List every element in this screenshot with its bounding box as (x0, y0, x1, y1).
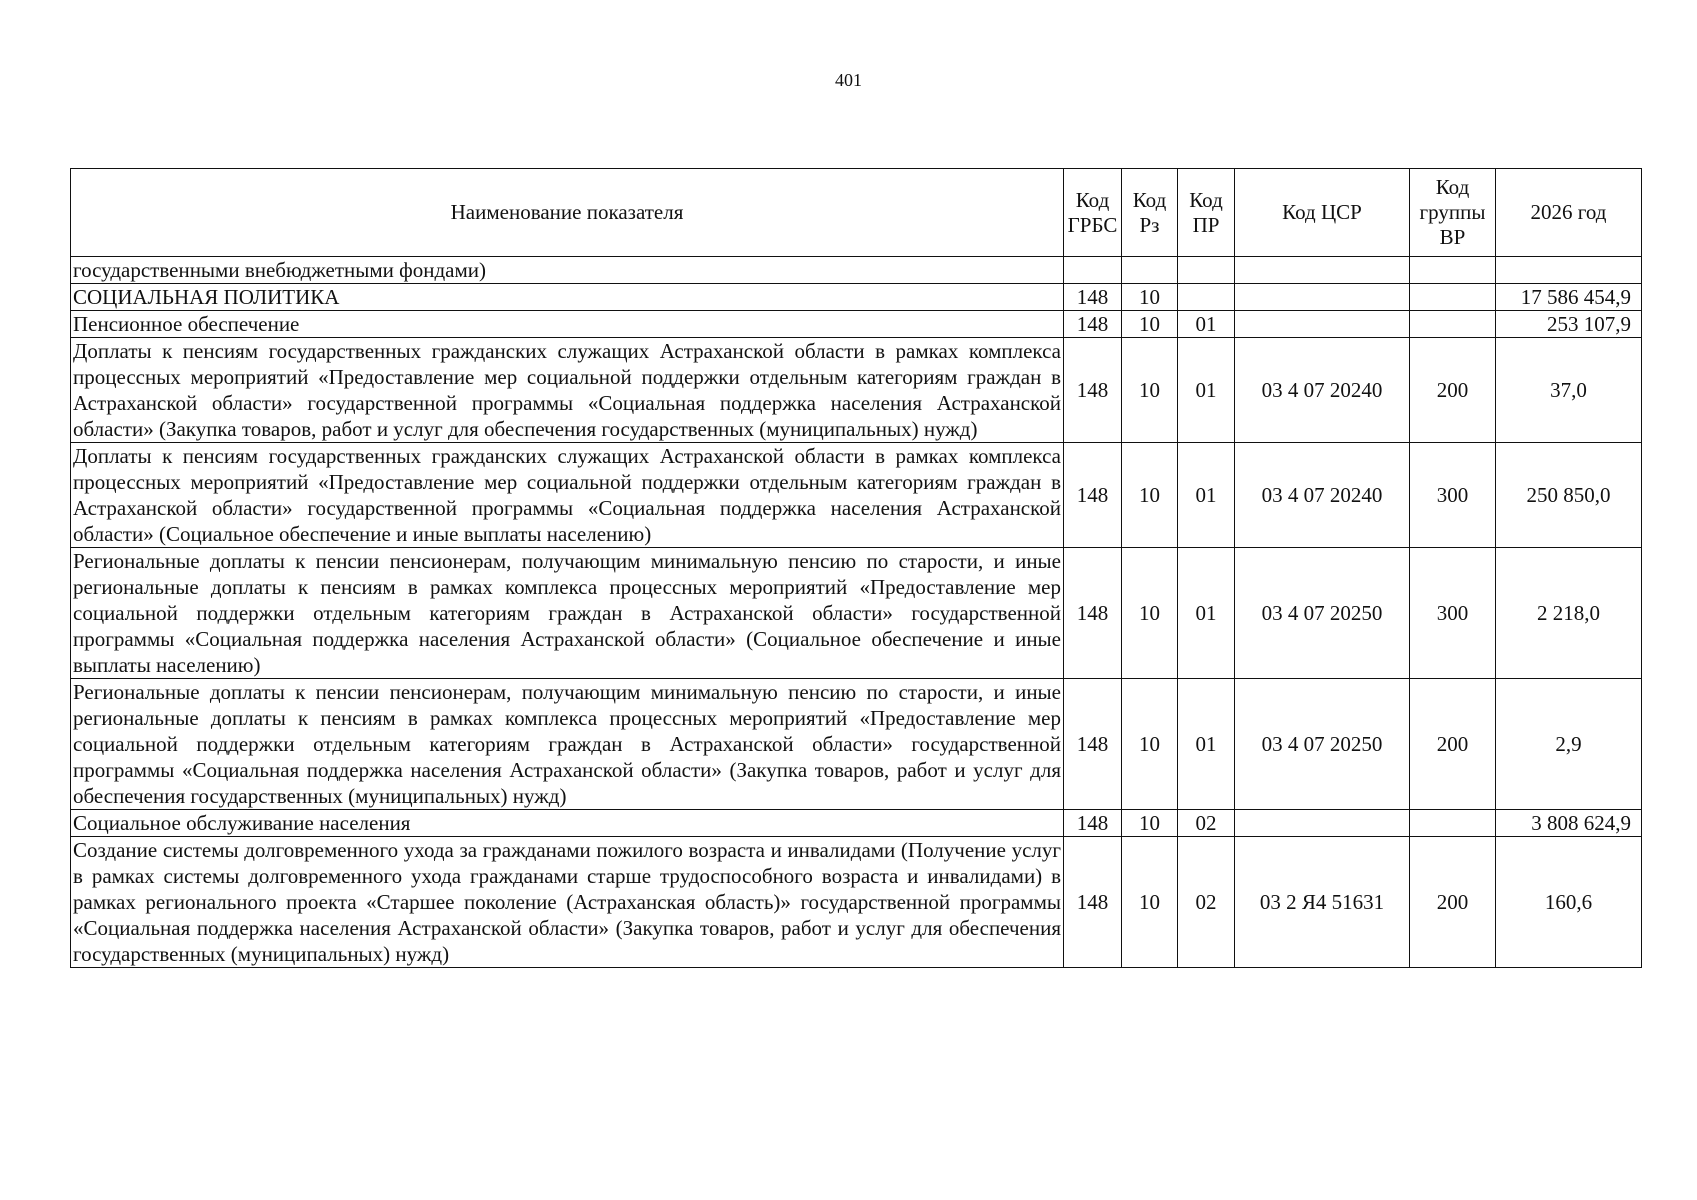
row-name: Региональные доплаты к пенсии пенсионерам, получающим минимальную пенсию по старости, и иные региональные доплаты к пенсиям в рамках комплекса процессных мероприятий «Предоставление мер социальной поддержки отдельным категориям граждан в Астраханской области» государственной программы «Социальная поддержка населения Астраханской области» (Социальное обеспечение и иные выплаты населению) (71, 548, 1064, 679)
row-csr: 03 2 Я4 51631 (1235, 837, 1410, 968)
row-amount: 160,6 (1496, 837, 1642, 968)
row-csr: 03 4 07 20250 (1235, 679, 1410, 810)
row-csr (1235, 284, 1410, 311)
row-csr: 03 4 07 20240 (1235, 443, 1410, 548)
table-row (71, 284, 1642, 311)
header-csr: Код ЦСР (1235, 169, 1410, 257)
row-rz: 10 (1122, 338, 1178, 443)
row-rz: 10 (1122, 810, 1178, 837)
row-pr (1178, 284, 1235, 311)
table-row (71, 443, 1642, 548)
row-amount: 3 808 624,9 (1496, 810, 1642, 837)
row-name: Региональные доплаты к пенсии пенсионерам, получающим минимальную пенсию по старости, и иные региональные доплаты к пенсиям в рамках комплекса процессных мероприятий «Предоставление мер социальной поддержки отдельным категориям граждан в Астраханской области» государственной программы «Социальная поддержка населения Астраханской области» (Закупка товаров, работ и услуг для обеспечения государственных (муниципальных) нужд) (71, 679, 1064, 810)
table-row (71, 679, 1642, 810)
header-rz: Код Рз (1122, 169, 1178, 257)
row-rz (1122, 257, 1178, 284)
row-grbs (1064, 257, 1122, 284)
row-grbs: 148 (1064, 548, 1122, 679)
row-name: Создание системы долговременного ухода за гражданами пожилого возраста и инвалидами (Получение услуг в рамках системы долговременного ухода гражданами старше трудоспособного возраста и инвалидами) в рамках регионального проекта «Старшее поколение (Астраханская область)» государственной программы «Социальная поддержка населения Астраханской области» (Закупка товаров, работ и услуг для обеспечения государственных (муниципальных) нужд) (71, 837, 1064, 968)
table-row (71, 338, 1642, 443)
row-vr (1410, 257, 1496, 284)
header-vr: Код группы ВР (1410, 169, 1496, 257)
row-vr: 300 (1410, 548, 1496, 679)
row-rz: 10 (1122, 548, 1178, 679)
header-year: 2026 год (1496, 169, 1642, 257)
row-rz: 10 (1122, 837, 1178, 968)
row-vr (1410, 810, 1496, 837)
row-vr: 200 (1410, 679, 1496, 810)
header-grbs: Код ГРБС (1064, 169, 1122, 257)
row-amount: 250 850,0 (1496, 443, 1642, 548)
row-grbs: 148 (1064, 837, 1122, 968)
table-header-row (71, 169, 1642, 257)
row-amount: 253 107,9 (1496, 311, 1642, 338)
row-name: государственными внебюджетными фондами) (71, 257, 1064, 284)
row-amount: 17 586 454,9 (1496, 284, 1642, 311)
row-grbs: 148 (1064, 284, 1122, 311)
table-row (71, 837, 1642, 968)
row-grbs: 148 (1064, 338, 1122, 443)
row-amount: 2,9 (1496, 679, 1642, 810)
row-amount: 37,0 (1496, 338, 1642, 443)
budget-table (70, 168, 1642, 968)
row-name: Доплаты к пенсиям государственных гражданских служащих Астраханской области в рамках комплекса процессных мероприятий «Предоставление мер социальной поддержки отдельным категориям граждан в Астраханской области» государственной программы «Социальная поддержка населения Астраханской области» (Социальное обеспечение и иные выплаты населению) (71, 443, 1064, 548)
row-amount: 2 218,0 (1496, 548, 1642, 679)
row-grbs: 148 (1064, 679, 1122, 810)
row-vr: 300 (1410, 443, 1496, 548)
row-name: Пенсионное обеспечение (71, 311, 1064, 338)
row-pr: 01 (1178, 311, 1235, 338)
row-name: СОЦИАЛЬНАЯ ПОЛИТИКА (71, 284, 1064, 311)
row-csr: 03 4 07 20250 (1235, 548, 1410, 679)
row-csr (1235, 257, 1410, 284)
row-csr: 03 4 07 20240 (1235, 338, 1410, 443)
row-csr (1235, 311, 1410, 338)
row-pr: 02 (1178, 837, 1235, 968)
row-pr: 01 (1178, 548, 1235, 679)
row-pr (1178, 257, 1235, 284)
row-vr: 200 (1410, 837, 1496, 968)
row-vr (1410, 284, 1496, 311)
row-grbs: 148 (1064, 443, 1122, 548)
page-number: 401 (835, 70, 862, 90)
row-pr: 01 (1178, 679, 1235, 810)
row-amount (1496, 257, 1642, 284)
row-pr: 01 (1178, 338, 1235, 443)
row-grbs: 148 (1064, 311, 1122, 338)
table-row (71, 311, 1642, 338)
header-pr: Код ПР (1178, 169, 1235, 257)
table-row (71, 548, 1642, 679)
row-pr: 02 (1178, 810, 1235, 837)
row-csr (1235, 810, 1410, 837)
row-vr: 200 (1410, 338, 1496, 443)
row-pr: 01 (1178, 443, 1235, 548)
row-rz: 10 (1122, 679, 1178, 810)
row-name: Доплаты к пенсиям государственных гражданских служащих Астраханской области в рамках комплекса процессных мероприятий «Предоставление мер социальной поддержки отдельным категориям граждан в Астраханской области» государственной программы «Социальная поддержка населения Астраханской области» (Закупка товаров, работ и услуг для обеспечения государственных (муниципальных) нужд) (71, 338, 1064, 443)
row-vr (1410, 311, 1496, 338)
row-rz: 10 (1122, 443, 1178, 548)
row-rz: 10 (1122, 284, 1178, 311)
header-name: Наименование показателя (71, 169, 1064, 257)
table-row (71, 257, 1642, 284)
row-rz: 10 (1122, 311, 1178, 338)
row-grbs: 148 (1064, 810, 1122, 837)
row-name: Социальное обслуживание населения (71, 810, 1064, 837)
table-row (71, 810, 1642, 837)
